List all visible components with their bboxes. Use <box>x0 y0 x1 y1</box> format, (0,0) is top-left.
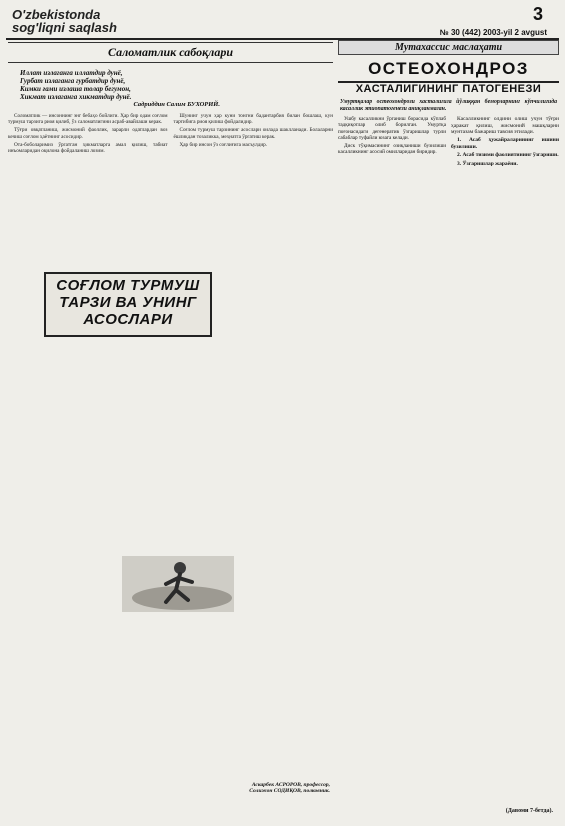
paragraph: Тўғри овқатланиш, жисмоний фаоллик, зарарли одатлардан воз кечиш соғлом ҳаётнинг асосидир. <box>8 127 168 140</box>
paragraph: Ҳар бир инсон ўз соғлиғига масъулдир. <box>179 141 268 148</box>
article-headline: ОСТЕОХОНДРОЗ <box>338 59 559 83</box>
paragraph: Соломатлик — инсоннинг энг бебаҳо бойлиги. Ҳар бир одам соғлом турмуш тарзига риоя қилиб, ўз саломатлигини асраб-авайлаши керак. <box>8 113 168 126</box>
banner-line: СОҒЛОМ ТУРМУШ <box>56 277 200 294</box>
left-column-2 <box>174 113 334 156</box>
masthead <box>6 4 559 40</box>
logo-line-2: sog'liqni saqlash <box>12 20 117 35</box>
right-article <box>338 40 559 820</box>
epigraph-line: Иллат излаганга иллатдир дунё, <box>20 69 123 77</box>
paragraph: Диск тўқимасининг озиқланиши бузилиши касалликнинг асосий омилларидан биридир. <box>338 143 446 156</box>
right-title-block <box>338 59 559 95</box>
article-subheadline: ХАСТАЛИГИНИНГ ПАТОГЕНЕЗИ <box>355 83 542 95</box>
paragraph: Соғлом турмуш тарзининг асослари оилада шаклланади. Болаларни ёшликдан тозаликка, меҳнатга ўргатиш керак. <box>173 127 333 140</box>
epigraph-line: Хикмат излаганга хикматдир дунё. <box>20 93 132 101</box>
right-columns <box>338 116 559 169</box>
page-number: 3 <box>532 4 543 24</box>
right-rubric: Мутахассис маслаҳати <box>338 40 559 55</box>
epigraph-line: Кимки ғами излаша толар бегумон, <box>20 85 131 93</box>
article-banner-title <box>44 272 212 337</box>
left-columns <box>8 113 333 156</box>
paragraph: Касалликнинг олдини олиш учун тўғри ҳаракат қилиш, жисмоний машқларни мунтазам бажариш тавсия этилади. <box>451 116 559 135</box>
runner-photo <box>122 556 234 612</box>
list-item: 2. Асаб тизими фаолиятининг ўзгариши. <box>457 152 559 159</box>
right-column-1 <box>338 116 446 169</box>
paragraph: Шунинг учун ҳар куни тонгни бадантарбия билан бошлаш, кун тартибига риоя қилиш фойдалидир. <box>173 113 333 126</box>
list-item: 1. Асаб ҳужайраларининг ишини бузилиши. <box>451 137 559 150</box>
left-rubric: Саломатлик сабоқлари <box>8 42 333 63</box>
list-item: 3. Ўзгаришлар жараёни. <box>457 160 518 167</box>
epigraph-line: Гурбат излаганга гурбатдир дунё, <box>20 77 126 85</box>
issue-info: № 30 (442) 2003-yil 2 avgust <box>439 28 547 37</box>
continued-note: (Давоми 7-бетда). <box>505 808 553 814</box>
epigraph-author: Садриддин Салим БУХОРИЙ. <box>133 101 220 108</box>
banner-line: ТАРЗИ ВА УНИНГ <box>59 294 197 311</box>
left-column-1 <box>8 113 168 156</box>
newspaper-logo <box>12 8 117 34</box>
right-column-2 <box>451 116 559 169</box>
paragraph: Ушбу касалликни ўрганиш борасида кўплаб тадқиқотлар олиб борилган. Умуртқа поғонасидаги дегенератив ўзгаришлар турли сабаблар туфайли юзага келади. <box>338 116 446 141</box>
epigraph <box>20 69 220 109</box>
article-lead: Умуртқалар остеохондрози хасталигига йўлиққан беморларнинг кўпчилигида касаллик этиопатогенези аниқланмаган. <box>340 99 557 112</box>
banner-line: АСОСЛАРИ <box>83 311 173 328</box>
paragraph: Ота-боболаримиз ўргатган ҳикматларга амал қилиш, табиат инъомларидан оқилона фойдаланиш лозим. <box>8 141 168 155</box>
left-article <box>8 40 333 820</box>
expert-signature: Аскарбек АСРОРОВ, профессор, Солижон СОДИҚОВ, полковник. <box>249 782 330 795</box>
logo-line-1: O'zbekistonda <box>12 7 101 22</box>
